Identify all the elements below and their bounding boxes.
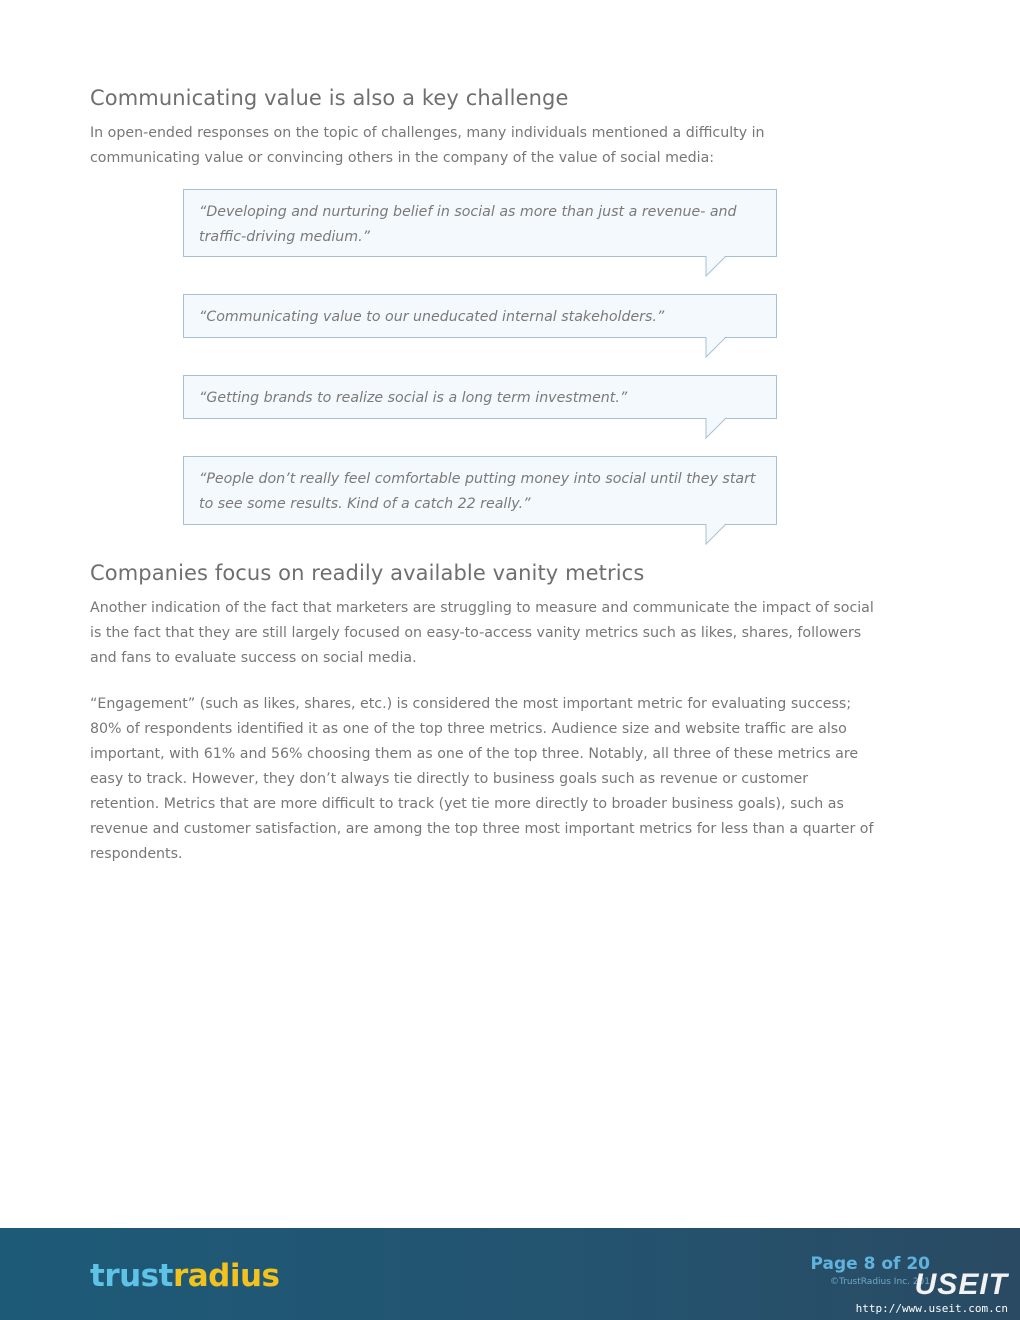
vanity-metrics-paragraph-2: “Engagement” (such as likes, shares, etc.) is considered the most important metric for evaluating success; 80% of respondents identified it as one of the top three metrics. Audience size and website traffic are also important, with 61% and 56% choosing them as one of the top three. Notably, all three of these metrics are easy to track. However, they don’t always tie directly to business goals such as revenue or customer retention. Metrics that are more difficult to track (yet tie more directly to broader business goals), such as revenue and customer satisfaction, are among the top three most important metrics for less than a quarter of respondents. (90, 696, 874, 862)
section-intro-paragraph: In open-ended responses on the topic of challenges, many individuals mentioned a difficulty in communicating value or convincing others in the company of the value of social media: (90, 125, 765, 166)
quote-text: “People don’t really feel comfortable putting money into social until they start to see some results. Kind of a catch 22 really.” (199, 471, 756, 512)
speech-bubble-tail-icon (706, 256, 728, 278)
section-heading-vanity-metrics: Companies focus on readily available vanity metrics (90, 561, 645, 585)
logo-text-trust: trust (90, 1258, 173, 1294)
page-info (811, 1254, 931, 1287)
speech-bubble-tail-icon (706, 418, 728, 440)
quote-text: “Developing and nurturing belief in social as more than just a revenue- and traffic-driving medium.” (199, 204, 737, 245)
page-footer (0, 1228, 1020, 1320)
page-number: Page 8 of 20 (810, 1254, 930, 1274)
quote-text: “Communicating value to our uneducated internal stakeholders.” (199, 309, 665, 325)
quote-bubble (183, 375, 777, 419)
section-heading-communicating-value: Communicating value is also a key challenge (90, 86, 569, 110)
copyright-text: ©TrustRadius Inc. 201 (829, 1277, 930, 1287)
quote-bubble (183, 456, 777, 525)
trustradius-logo (90, 1258, 280, 1294)
quote-bubble (183, 189, 777, 257)
speech-bubble-tail-icon (706, 337, 728, 359)
logo-text-radius: radius (172, 1258, 280, 1294)
vanity-metrics-paragraph-1: Another indication of the fact that marketers are struggling to measure and communicate the impact of social is the fact that they are still largely focused on easy-to-access vanity metrics such as likes, shares, followers and fans to evaluate success on social media. (90, 600, 874, 666)
watermark-text: USEIT (914, 1268, 1008, 1301)
watermark-url: http://www.useit.com.cn (855, 1302, 1008, 1315)
speech-bubble-tail-icon (706, 524, 728, 546)
quote-bubble (183, 294, 777, 338)
quote-text: “Getting brands to realize social is a long term investment.” (199, 390, 628, 406)
